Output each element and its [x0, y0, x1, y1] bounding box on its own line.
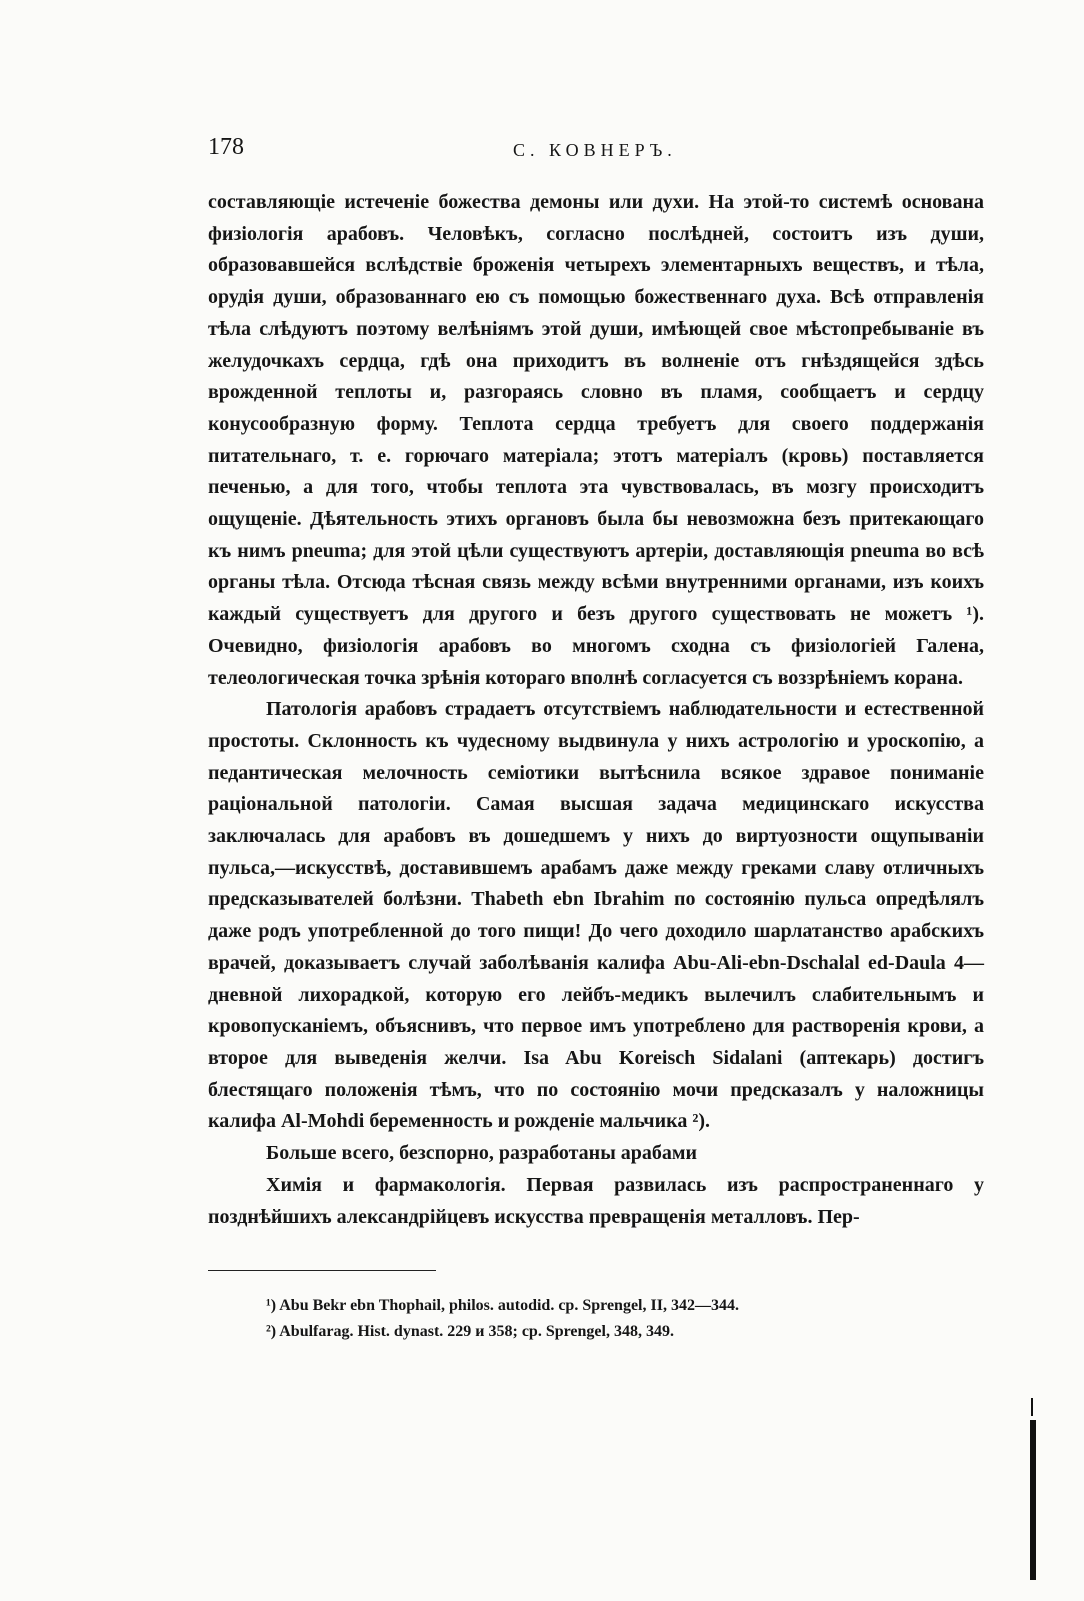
- page-number: 178: [208, 134, 244, 160]
- binding-mark: [1030, 1420, 1036, 1580]
- book-page: [208, 128, 984, 1345]
- footnote: ¹) Abu Bekr ebn Thophail, philos. autodid. cp. Sprengel, II, 342—344.: [266, 1297, 739, 1315]
- footnote: ²) Abulfarag. Hist. dynast. 229 и 358; cp. Sprengel, 348, 349.: [266, 1323, 674, 1341]
- paragraph: составляющіе истеченіе божества демоны или духи. На этой-то системѣ основана физіологія арабовъ. Человѣкъ, согласно послѣдней, состоитъ изъ души, образовавшейся вслѣдствіе броженія четырехъ элементарныхъ веществъ, и тѣла, орудія души, образованнаго ею съ помощью божественнаго духа. Всѣ отправленія тѣла слѣдуютъ поэтому велѣніямъ этой души, имѣющей свое мѣстопребываніе въ желудочкахъ сердца, гдѣ она приходитъ въ волненіе отъ гнѣздящейся здѣсь врожденной теплоты и, разгораясь словно въ пламя, сообщаетъ и сердцу конусообразную форму. Теплота сердца требуетъ для своего поддержанія питательнаго, т. е. горючаго матеріала; этотъ матеріалъ (кровь) поставляется печенью, а для того, чтобы теплота эта чувствовалась, въ мозгу происходитъ ощущеніе. Дѣятельность этихъ органовъ была бы невозможна безъ притекающаго къ нимъ pneuma; для этой цѣли существуютъ артеріи, доставляющія pneuma во всѣ органы тѣла. Отсюда тѣсная связь между всѣми внутренними органами, изъ коихъ каждый существуетъ для другого и безъ другого существовать не можетъ ¹). Очевидно, физіологія арабовъ во многомъ сходна съ физіологіей Галена, телеологическая точка зрѣнія котораго вполнѣ согласуется съ воззрѣніемъ корана.: [208, 191, 984, 689]
- paragraph: Патологія арабовъ страдаетъ отсутствіемъ наблюдательности и естественной простоты. Склонность къ чудесному выдвинула у нихъ астрологію и уроскопію, а педантическая мелочность семіотики вытѣснила всякое здравое пониманіе раціональной патологіи. Самая высшая задача медицинскаго искусства заключалась для арабовъ въ дошедшемъ у нихъ до виртуозности ощупываніи пульса,—искусствѣ, доставившемъ арабамъ даже между греками славу отличныхъ предсказывателей болѣзни. Thabeth ebn Ibrahim по состоянію пульса опредѣлялъ даже родъ употребленной до того пищи! До чего доходило шарлатанство арабскихъ врачей, доказываетъ случай заболѣванія калифа Abu-Ali-ebn-Dschalal ed-Daula 4—дневной лихорадкой, которую его лейбъ-медикъ вылечилъ слабительнымъ и кровопусканіемъ, объяснивъ, что первое имъ употреблено для растворенія крови, а второе для выведенія желчи. Isa Abu Koreisch Sidalani (аптекарь) достигъ блестящаго положенія тѣмъ, что по состоянію мочи предсказалъ у наложницы калифа Al-Mohdi беременность и рожденіе мальчика ²).: [208, 698, 984, 1133]
- binding-mark-tick: [1031, 1398, 1033, 1416]
- paragraph: Больше всего, безспорно, разработаны арабами: [266, 1142, 698, 1165]
- footnotes: [266, 1293, 984, 1345]
- footnote-divider: [208, 1270, 436, 1271]
- body-text: [208, 187, 984, 1233]
- running-head: С. КОВНЕРЪ.: [513, 140, 677, 160]
- paragraph: Химія и фармакологія. Первая развилась изъ распространеннаго у позднѣйшихъ александрійцевъ искусства превращенія металловъ. Пер-: [208, 1173, 984, 1228]
- page-header: [208, 128, 984, 168]
